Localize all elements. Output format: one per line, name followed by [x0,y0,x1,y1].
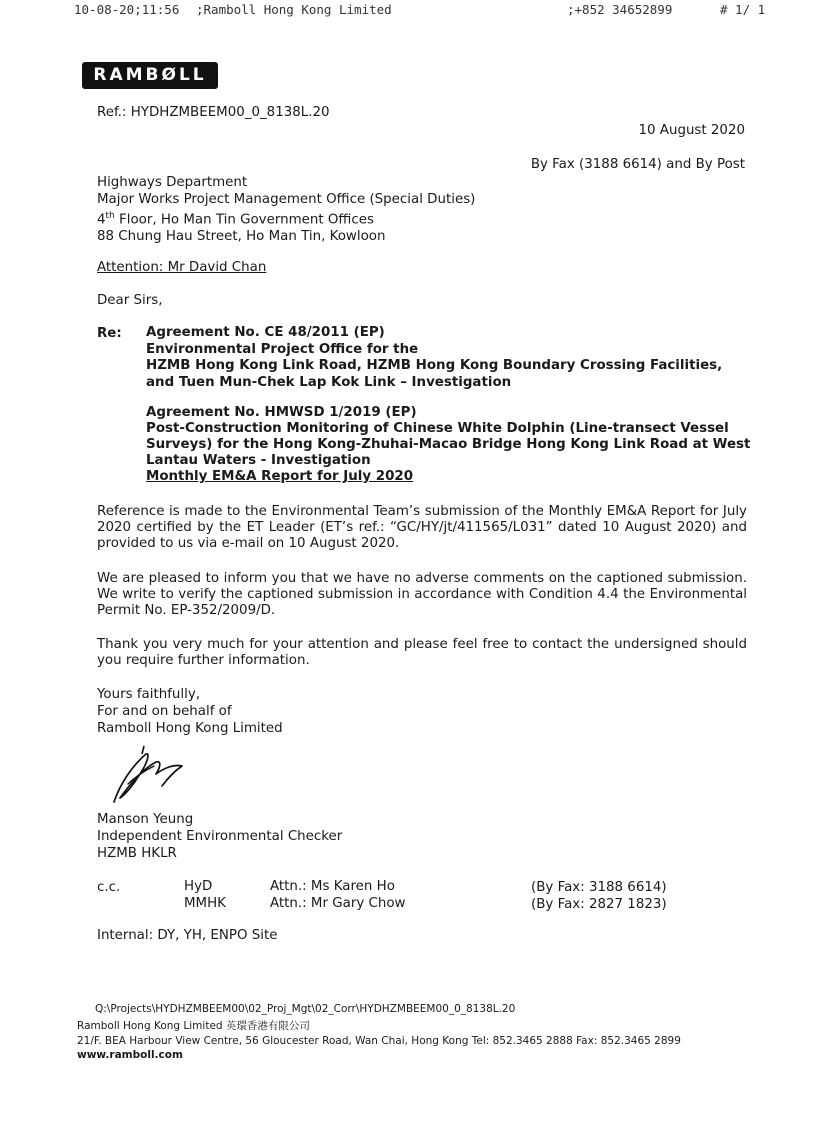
closing-line: Yours faithfully, [97,687,201,702]
signatory-name: Manson Yeung [97,812,194,827]
signatory-project: HZMB HKLR [97,846,177,861]
report-title: Monthly EM&A Report for July 2020 [146,469,414,484]
attention-line: Attention: Mr David Chan [97,260,267,275]
logo-text: RAMBØLL [93,65,207,85]
fax-sender: ;Ramboll Hong Kong Limited [196,2,392,17]
re-block-1 [146,325,722,391]
closing-line: Ramboll Hong Kong Limited [97,721,283,736]
cc-label: c.c. [97,880,121,895]
address-line: Highways Department [97,175,248,190]
floor-number: 4 [97,212,106,228]
re-line: HZMB Hong Kong Link Road, HZMB Hong Kong Boundary Crossing Facilities, [146,358,723,373]
address-line: Major Works Project Management Office (Special Duties) [97,192,476,207]
body-paragraph: Reference is made to the Environmental Team’s submission of the Monthly EM&A Report for July 2020 certified by the ET Leader (ET’s ref.: “GC/HY/jt/411565/L031” dated 10 August 2020) and provided to us via e-mail on 10 August 2020. [97,504,747,551]
fax-number: ;+852 34652899 [567,2,673,17]
footer-company: Ramboll Hong Kong Limited 英環香港有限公司 [77,1020,310,1032]
cc-org: MMHK [184,896,226,911]
ramboll-logo [82,62,218,89]
re-line: and Tuen Mun-Chek Lap Kok Link – Investigation [146,374,512,390]
re-line: Agreement No. CE 48/2011 (EP) [146,325,385,340]
fax-page: # 1/ 1 [720,2,766,17]
re-line: Lantau Waters - Investigation [146,453,371,468]
cc-attn: Attn.: Mr Gary Chow [270,896,406,911]
re-label: Re: [97,326,122,341]
cc-org: HyD [184,879,213,894]
re-line: Post-Construction Monitoring of Chinese White Dolphin (Line-transect Vessel [146,421,729,436]
recipient-address [97,174,475,245]
salutation: Dear Sirs, [97,293,163,308]
fax-datetime: 10-08-20;11:56 [74,2,180,17]
re-block-2 [146,405,750,485]
signatory-block [97,811,342,862]
footer-website: www.ramboll.com [77,1049,183,1061]
cc-fax: (By Fax: 2827 1823) [531,897,667,912]
address-line: 4th Floor, Ho Man Tin Government Offices [97,211,374,228]
re-line: Surveys) for the Hong Kong-Zhuhai-Macao Bridge Hong Kong Link Road at West [146,437,751,452]
re-line: Environmental Project Office for the [146,341,419,357]
cc-fax: (By Fax: 3188 6614) [531,880,667,895]
body-paragraph: Thank you very much for your attention and please feel free to contact the undersigned should you require further information. [97,637,747,668]
closing-line: For and on behalf of [97,704,232,719]
re-line: Agreement No. HMWSD 1/2019 (EP) [146,405,417,420]
internal-distribution: Internal: DY, YH, ENPO Site [97,928,278,943]
file-path: Q:\Projects\HYDHZMBEEM00\02_Proj_Mgt\02_Corr\HYDHZMBEEM00_0_8138L.20 [95,1003,516,1015]
closing-block [97,686,283,737]
handwritten-signature [110,744,200,806]
reference: Ref.: HYDHZMBEEM00_0_8138L.20 [97,105,330,120]
letter-date: 10 August 2020 [638,123,745,138]
body-paragraph: We are pleased to inform you that we have no adverse comments on the captioned submission. We write to verify the captioned submission in accordance with Condition 4.4 the Environmental Permit No. EP-352/2009/D. [97,571,747,618]
footer-address: 21/F. BEA Harbour View Centre, 56 Gloucester Road, Wan Chai, Hong Kong Tel: 852.3465 2888 Fax: 852.3465 2899 [77,1035,681,1047]
floor-superscript: th [105,211,115,221]
cc-attn: Attn.: Ms Karen Ho [270,879,395,894]
signatory-title: Independent Environmental Checker [97,829,343,844]
address-line: 88 Chung Hau Street, Ho Man Tin, Kowloon [97,229,386,245]
delivery-method: By Fax (3188 6614) and By Post [530,157,745,172]
